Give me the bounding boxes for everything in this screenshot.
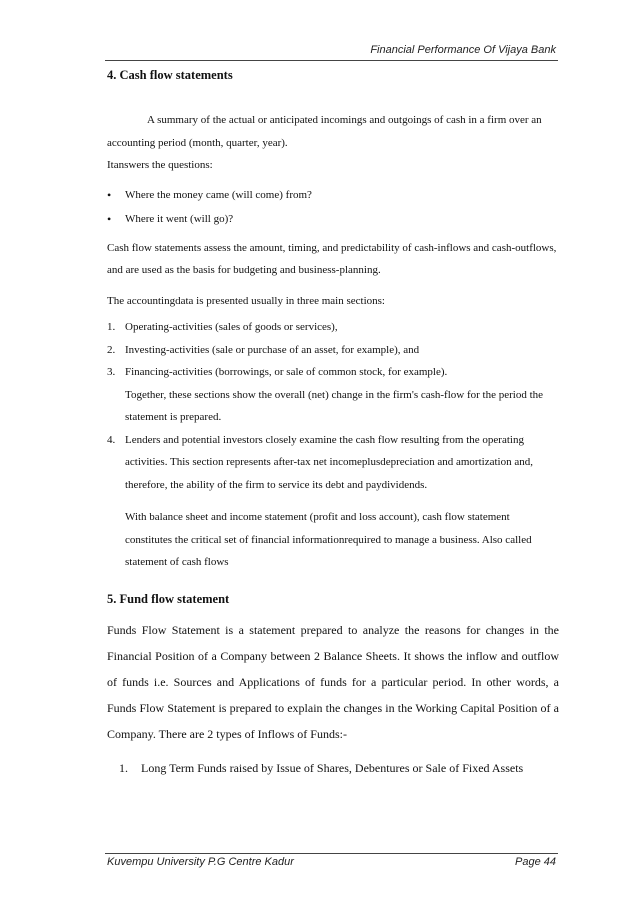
questions-intro: Itanswers the questions:	[107, 159, 213, 171]
section-4-heading: 4. Cash flow statements	[107, 68, 233, 82]
item-text: Financing-activities (borrowings, or sale of common stock, for example).	[125, 366, 448, 378]
sections-list	[107, 316, 559, 574]
assess-paragraph: Cash flow statements assess the amount, timing, and predictability of cash-inflows and cash-outflows, and are used as the basis for budgeting and business-planning.	[107, 241, 557, 276]
cash-flow-intro: A summary of the actual or anticipated incomings and outgoings of cash in a firm over an accounting period (month, quarter, year).	[107, 114, 542, 149]
spacer	[125, 496, 559, 506]
item-number: 1.	[119, 760, 128, 775]
item-text: Investing-activities (sale or purchase of an asset, for example), and	[125, 343, 420, 356]
footer-divider	[105, 853, 558, 854]
sections-intro: The accountingdata is presented usually in three main sections:	[107, 294, 385, 307]
header-divider	[105, 60, 558, 61]
item-number: 1.	[107, 321, 116, 333]
item-number: 4.	[107, 433, 116, 446]
list-item	[107, 316, 559, 339]
list-item	[107, 339, 559, 362]
item-text: Lenders and potential investors closely examine the cash flow resulting from the operating activities. This section represents after-tax net incomeplusdepreciation and amortization and, therefore, the ability of the firm to service its debt and paydividends.	[125, 433, 533, 491]
item-extra-text: With balance sheet and income statement (profit and loss account), cash flow statement constitutes the critical set of financial informationrequired to manage a business. Also called statement of cash flows	[125, 511, 532, 568]
list-item: • Where the money came (will come) from?	[107, 183, 559, 207]
footer-institution: Kuvempu University P.G Centre Kadur	[107, 856, 294, 868]
item-number: 3.	[107, 366, 116, 378]
item-extra-text: Together, these sections show the overall (net) change in the firm's cash-flow for the period the statement is prepared.	[125, 388, 544, 423]
page-content	[107, 68, 559, 781]
fund-flow-paragraph: Funds Flow Statement is a statement prepared to analyze the reasons for changes in the Financial Position of a Company between 2 Balance Sheets. It shows the inflow and outflow of funds i.e. Sources and Applications of funds for a particular period. In other words, a Funds Flow Statement is prepared to explain the changes in the Working Capital Position of a Company. There are 2 types of Inflows of Funds:-	[107, 622, 559, 741]
page-header-title: Financial Performance Of Vijaya Bank	[370, 44, 556, 56]
page-number: Page 44	[515, 856, 556, 868]
list-item	[107, 361, 559, 429]
list-item	[107, 429, 559, 574]
list-item	[119, 755, 559, 781]
item-text: Long Term Funds raised by Issue of Shares, Debentures or Sale of Fixed Assets	[141, 760, 524, 775]
item-number: 2.	[107, 343, 116, 356]
inflow-types-list	[119, 755, 559, 781]
list-item: • Where it went (will go)?	[107, 207, 559, 231]
questions-list	[107, 183, 559, 231]
item-text: Operating-activities (sales of goods or services),	[125, 321, 338, 333]
section-5-heading: 5. Fund flow statement	[107, 591, 230, 606]
